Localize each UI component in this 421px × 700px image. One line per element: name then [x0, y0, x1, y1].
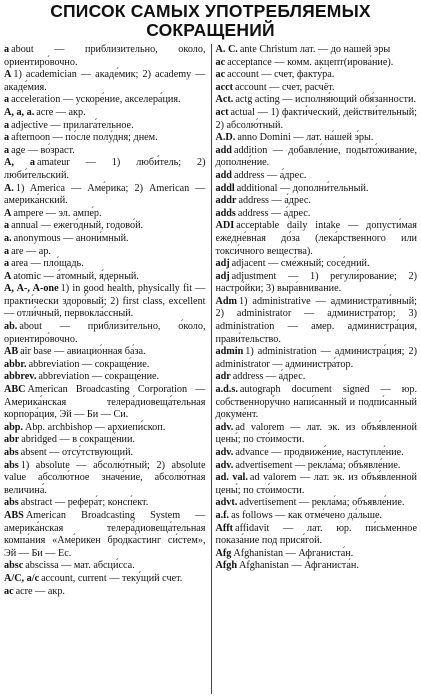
entry-headword: ac	[4, 585, 14, 597]
dictionary-entry	[4, 157, 206, 182]
entry-definition: account, current — теку́щий счет.	[41, 572, 183, 584]
entry-definition: annual — ежего́дный, годово́й.	[11, 220, 144, 232]
entry-definition: atomic — а́томный, я́дерный.	[13, 270, 139, 282]
entry-headword: abbrev.	[4, 371, 37, 383]
entry-definition: American Broadcasting System — америка́нская телера́диовеща́тельная компа́ния «Аме́рикен бродка́стинг си́стем», Эй — Би — Ес.	[4, 509, 206, 559]
dictionary-entry	[4, 460, 206, 498]
dictionary-entry	[4, 586, 206, 599]
dictionary-entry	[4, 422, 206, 435]
entry-definition: age — во́зраст.	[11, 144, 75, 156]
entry-definition: addition — добавле́ние, подыто́живание, дополне́ние.	[215, 144, 417, 169]
entry-definition: acceptable daily intake — допусти́мая ежедне́вная до́за (лека́рственного или токси́чного вещества).	[215, 220, 417, 257]
entry-headword: A, a	[4, 157, 35, 169]
entry-headword: abs	[4, 459, 19, 471]
entry-headword: abs	[4, 497, 19, 509]
entry-headword: ADI	[215, 220, 235, 232]
page-title	[4, 2, 417, 40]
entry-headword: ABC	[4, 384, 26, 396]
dictionary-entry	[216, 371, 418, 384]
dictionary-entry	[216, 497, 418, 510]
dictionary-entry	[4, 384, 206, 422]
entry-definition: 1) absolute — абсолю́тный; 2) absolute value абсолю́тное значе́ние, абсолю́тная величина́.	[4, 459, 206, 496]
dictionary-entry	[216, 208, 418, 221]
dictionary-entry	[216, 346, 418, 371]
dictionary-entry	[216, 258, 418, 271]
entry-headword: abp.	[4, 421, 23, 433]
dictionary-entry	[216, 183, 418, 196]
entry-headword: a.f.	[215, 509, 230, 521]
entry-definition: American Broadcasting Corporation — Америка́нская телера́диовеща́тельная корпора́ция, Эй — Би — Си.	[4, 384, 206, 421]
entry-definition: advertisement — рекла́ма; объявле́ние.	[239, 497, 405, 509]
entry-definition: 1) America — Аме́рика; 2) American — америка́нский.	[4, 182, 206, 207]
entry-definition: acceptance — комм. акцепт(ирова́ние).	[227, 56, 394, 68]
dictionary-entry	[216, 510, 418, 523]
dictionary-entry	[4, 107, 206, 120]
entry-headword: a	[4, 94, 10, 106]
entry-definition: 1) administrative — администрати́вный; 2) administrator — администра́тор; 3) administration — амер. администра́ция, прави́тельство.	[215, 295, 417, 345]
dictionary-entry	[4, 183, 206, 208]
dictionary-entry	[4, 321, 206, 346]
entry-headword: ac	[215, 56, 226, 68]
entry-headword: acct	[215, 81, 234, 93]
dictionary-entry	[4, 346, 206, 359]
entry-headword: AB	[4, 346, 19, 358]
entry-headword: A	[4, 69, 12, 81]
entry-definition: advance — продвиже́ние, наступле́ние.	[235, 447, 404, 458]
dictionary-entry	[4, 510, 206, 560]
entry-headword: a	[4, 258, 10, 270]
entry-definition: are — ар.	[11, 245, 51, 257]
entry-headword: admin	[215, 346, 244, 358]
entry-definition: afternoon — по́сле полу́дня; днем.	[11, 132, 158, 144]
entry-definition: abstract — рефера́т; консп́ект.	[20, 497, 149, 509]
dictionary-entry	[4, 258, 206, 271]
dictionary-entry	[216, 132, 418, 145]
entry-definition: address — а́дрес.	[237, 207, 311, 219]
entry-definition: acre — акр.	[15, 585, 65, 597]
entry-definition: ad valorem — лат. эк. из объя́вленной цены́; по сто́имости.	[215, 421, 417, 446]
dictionary-entry	[4, 145, 206, 158]
entry-headword: A.D.	[215, 132, 236, 144]
entry-headword: adv.	[215, 421, 234, 433]
entry-headword: A. C.	[215, 44, 238, 55]
right-column	[211, 44, 418, 694]
entry-definition: adjustment — 1) регули́рование; 2) настро́йки; 3) выра́внивание.	[215, 270, 417, 295]
dictionary-entry	[4, 69, 206, 94]
entry-definition: advertisement — рекла́ма; объявле́ние.	[235, 459, 401, 471]
entry-headword: abs	[4, 447, 19, 458]
dictionary-entry	[216, 195, 418, 208]
entry-headword: abbr.	[4, 358, 27, 370]
entry-headword: A/C, a/c	[4, 572, 40, 584]
entry-headword: a	[4, 132, 10, 144]
dictionary-entry	[4, 208, 206, 221]
dictionary-entry	[4, 560, 206, 573]
entry-definition: anno Domini — лат. на́шей э́ры.	[237, 132, 374, 144]
dictionary-entry	[216, 220, 418, 258]
entry-headword: a	[4, 119, 10, 131]
dictionary-entry	[4, 271, 206, 284]
dictionary-entry	[216, 94, 418, 107]
title-line-2: СОКРАЩЕНИЙ	[146, 20, 275, 40]
entry-definition: 1) administration — администра́ция; 2) administrator — администра́тор.	[215, 346, 417, 370]
entry-headword: A	[4, 207, 12, 219]
entry-headword: adds	[215, 207, 236, 219]
dictionary-entry	[216, 548, 418, 561]
entry-headword: ABS	[4, 509, 24, 521]
entry-definition: actual — 1) факти́ческий, действи́тельный; 2) абсолю́тный.	[215, 106, 417, 131]
dictionary-entry	[216, 460, 418, 473]
entry-definition: affidavit — лат. юр. пи́сьменное показа́ние под прися́гой.	[215, 522, 417, 547]
dictionary-entry	[4, 359, 206, 372]
dictionary-entry	[216, 69, 418, 82]
dictionary-entry	[4, 233, 206, 246]
entry-definition: about — приблизи́тельно, о́коло, ориентиро́вочно.	[4, 321, 206, 345]
dictionary-entry	[216, 560, 418, 573]
entry-headword: ac	[215, 69, 226, 81]
entry-definition: as follows — как отме́чено да́льше.	[231, 509, 383, 521]
entry-definition: Afghanistan — Афганиста́н.	[233, 547, 354, 559]
entry-headword: Afgh	[215, 560, 238, 572]
dictionary-entry	[4, 447, 206, 460]
entry-definition: acceleration — ускоре́ние, акселера́ция.	[11, 94, 181, 106]
entry-definition: abbreviation — сокраще́ние.	[38, 371, 160, 383]
dictionary-entry	[216, 82, 418, 95]
dictionary-entry	[216, 57, 418, 70]
entry-definition: 1) academician — акаде́мик; 2) academy — акаде́мия.	[4, 69, 206, 93]
entry-definition: ante Christum лат. — до на́шей э́ры	[239, 44, 391, 55]
entry-definition: address — а́дрес.	[233, 169, 307, 181]
entry-headword: a	[4, 144, 10, 156]
left-column	[4, 44, 206, 694]
dictionary-entry	[4, 220, 206, 233]
entries-columns	[4, 44, 417, 694]
entry-definition: abridged — в сокраще́нии.	[21, 434, 136, 446]
entry-headword: ab.	[4, 321, 18, 333]
entry-headword: adr	[215, 371, 231, 383]
entry-definition: address — а́дрес.	[238, 195, 311, 207]
entry-headword: addl	[215, 182, 235, 194]
entry-definition: actg acting — исполня́ющий обя́занности.	[235, 94, 417, 106]
entry-definition: autograph document signed — юр. собственнору́чно напи́санный и подпи́санный докуме́нт.	[215, 384, 417, 421]
entry-definition: ad valorem — лат. эк. из объя́вленной цены́; по сто́имости.	[215, 472, 417, 496]
entry-headword: adv.	[215, 459, 234, 471]
entry-headword: Adm	[215, 295, 238, 307]
dictionary-entry	[4, 94, 206, 107]
dictionary-entry	[4, 283, 206, 321]
dictionary-entry	[216, 170, 418, 183]
entry-definition: anonymous — анони́мный.	[13, 232, 129, 244]
entry-definition: account — счет, расчёт.	[235, 81, 335, 93]
entry-headword: A, a, a.	[4, 106, 35, 118]
entry-headword: add	[215, 169, 232, 181]
entry-headword: a	[4, 245, 10, 257]
dictionary-entry	[216, 523, 418, 548]
dictionary-entry	[4, 44, 206, 69]
entry-headword: Act.	[215, 94, 234, 106]
entry-definition: adjacent — сме́жный; сосе́дний.	[231, 258, 370, 270]
entry-headword: adj	[215, 270, 230, 282]
dictionary-entry	[216, 384, 418, 422]
dictionary-entry	[4, 573, 206, 586]
entry-headword: abr	[4, 434, 20, 446]
entry-headword: a.	[4, 232, 12, 244]
entry-definition: address — а́дрес.	[232, 371, 306, 383]
dictionary-entry	[216, 447, 418, 460]
entry-headword: act	[215, 106, 229, 118]
dictionary-entry	[4, 497, 206, 510]
dictionary-entry	[4, 132, 206, 145]
dictionary-entry	[4, 371, 206, 384]
dictionary-entry	[216, 296, 418, 346]
entry-definition: about — приблизи́тельно, о́коло, ориентиро́вочно.	[4, 44, 206, 68]
entry-headword: addr	[215, 195, 237, 207]
entry-definition: Abp. archbishop — архиепи́скоп.	[24, 421, 166, 433]
entry-headword: A.	[4, 182, 14, 194]
dictionary-entry	[216, 422, 418, 447]
entry-headword: advt.	[215, 497, 238, 509]
entry-headword: a.d.s.	[215, 384, 238, 396]
entry-definition: area — пло́щадь.	[11, 258, 84, 270]
dictionary-entry	[4, 246, 206, 259]
entry-headword: A	[4, 270, 12, 282]
dictionary-entry	[216, 472, 418, 497]
entry-headword: A, A-, A-one	[4, 283, 59, 295]
entry-headword: adv.	[215, 447, 234, 458]
entry-definition: adjective — прилага́тельное.	[11, 119, 134, 131]
entry-definition: ampere — эл. ампе́р.	[13, 207, 102, 219]
dictionary-entry	[216, 107, 418, 132]
entry-definition: Afghanistan — Афганиста́н.	[239, 560, 359, 572]
dictionary-entry	[216, 145, 418, 170]
dictionary-entry	[216, 271, 418, 296]
entry-headword: a	[4, 220, 10, 232]
dictionary-entry	[4, 434, 206, 447]
entry-definition: 1) in good health, physically fit — практи́чески здоро́вый; 2) first class, excellent — отли́чный, первокла́ссный.	[4, 283, 206, 320]
entry-definition: air base — авиацио́нная ба́за.	[20, 346, 146, 358]
entry-definition: absent — отсу́тствующий.	[20, 447, 134, 458]
entry-headword: absc	[4, 560, 24, 572]
entry-definition: amateur — 1) люби́тель; 2) люби́тельский.	[4, 157, 206, 181]
entry-definition: acre — акр.	[36, 106, 86, 118]
entry-headword: ad. val.	[215, 472, 248, 484]
dictionary-entry	[4, 120, 206, 133]
entry-definition: abscissa — мат. абсци́сса.	[25, 560, 135, 572]
entry-definition: abbreviation — сокраще́ние.	[28, 358, 150, 370]
entry-definition: additional — дополни́тельный.	[236, 182, 369, 194]
entry-headword: a	[4, 44, 10, 55]
entry-headword: Afft	[215, 522, 234, 534]
entry-headword: adj	[215, 258, 230, 270]
entry-definition: account — счет, факту́ра.	[227, 69, 335, 81]
entry-headword: add	[215, 144, 232, 156]
dictionary-entry	[216, 44, 418, 57]
entry-headword: Afg	[215, 547, 232, 559]
title-line-1: СПИСОК САМЫХ УПОТРЕБЛЯЕМЫХ	[50, 1, 371, 21]
